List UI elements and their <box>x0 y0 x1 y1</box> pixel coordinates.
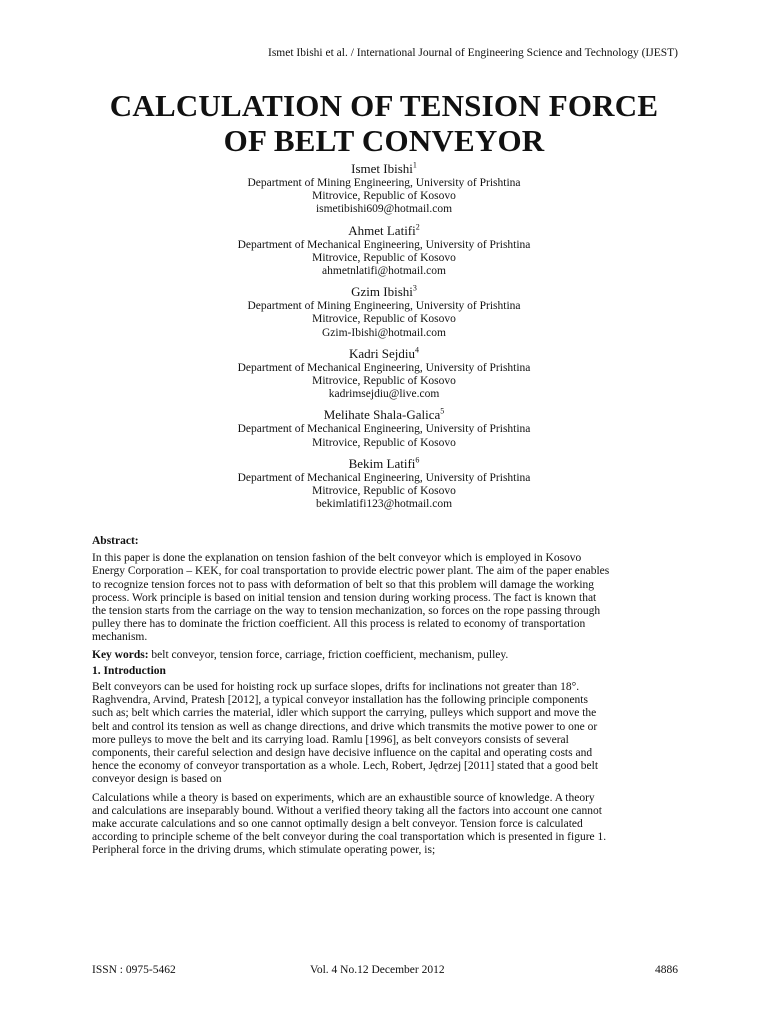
abstract-line: pulley there has to dominate the friction coefficient. All this process is related to economy of transportation <box>92 618 586 631</box>
keywords-text: belt conveyor, tension force, carriage, friction coefficient, mechanism, pulley. <box>148 648 509 661</box>
intro-line: conveyor design is based on <box>92 773 222 786</box>
intro-line: Raghvendra, Arvind, Pratesh [2012], a typical conveyor installation has the following principle components <box>92 694 588 707</box>
author-email: Gzim-Ibishi@hotmail.com <box>322 326 446 339</box>
author-name: Kadri Sejdiu$^4$ <box>348 345 420 361</box>
intro-line: make accurate calculations and so one cannot optimally design a belt conveyor. Tension force is calculated <box>92 818 583 831</box>
author-block <box>0 222 768 279</box>
author-email: kadrimsejdiu@live.com <box>328 388 440 401</box>
intro-line: more pulleys to move the belt and its carrying load. Ramlu [1996], as belt conveyors consists of several <box>92 733 569 746</box>
intro-line: hence the economy of conveyor transportation as a whole. Lech, Robert, Jędrzej [2011] stated that a good belt <box>92 760 599 773</box>
author-name: Ahmet Latifi$^2$ <box>348 222 420 238</box>
intro-line: such as; belt which carries the material, idler which support the carrying, pulleys which support and move the <box>92 707 597 720</box>
abstract-line: the tension starts from the carriage on the way to tension mechanization, so forces on the rope passing through <box>92 605 601 618</box>
author-name: Melihate Shala-Galica$^5$ <box>323 407 445 423</box>
author-block <box>0 283 768 340</box>
author-location: Mitrovice, Republic of Kosovo <box>312 436 456 449</box>
abstract-line: mechanism. <box>92 631 148 644</box>
running-header: Ismet Ibishi et al. / International Journal of Engineering Science and Technology (IJEST) <box>268 47 678 59</box>
keywords <box>92 649 678 662</box>
abstract-line: In this paper is done the explanation on tension fashion of the belt conveyor which is employed in Kosovo <box>92 552 582 565</box>
title-line-1: CALCULATION OF TENSION FORCE <box>109 88 659 123</box>
author-location: Mitrovice, Republic of Kosovo <box>312 190 456 203</box>
intro-line: Calculations while a theory is based on experiments, which are an exhaustible source of knowledge. A theory <box>92 791 595 804</box>
abstract-line: Energy Corporation – KEK, for coal transportation to provide electric power plant. The aim of the paper enables <box>92 565 610 578</box>
author-list <box>0 160 768 516</box>
author-location: Mitrovice, Republic of Kosovo <box>312 485 456 498</box>
author-department: Department of Mining Engineering, University of Prishtina <box>247 177 521 189</box>
intro-line: Peripheral force in the driving drums, which stimulate operating power, is; <box>92 844 436 857</box>
footer-page-number: 4886 <box>655 964 678 976</box>
intro-line: components, their careful selection and design have decisive influence on the capital and operating costs and <box>92 747 593 760</box>
intro-line: and calculations are inseparably bound. Without a verified theory taking all the factors into account one cannot <box>92 804 602 817</box>
footer-volume: Vol. 4 No.12 December 2012 <box>310 964 445 976</box>
abstract-heading: Abstract: <box>92 535 139 547</box>
author-email: ismetibishi609@hotmail.com <box>315 203 453 216</box>
author-name: Ismet Ibishi$^1$ <box>351 160 417 176</box>
introduction-paragraph <box>92 792 678 858</box>
intro-line: belt and control its tension as well as change directions, and drive which transmits the motive power to one or <box>92 720 598 733</box>
intro-line: according to principle scheme of the belt conveyor during the coal transportation which is presented in figure 1. <box>92 831 607 844</box>
title-line-2: OF BELT CONVEYOR <box>223 123 545 158</box>
abstract-section <box>92 535 678 858</box>
abstract-line: process. Work principle is based on initial tension and tension during working process. The fact is known that <box>92 591 597 604</box>
author-location: Mitrovice, Republic of Kosovo <box>312 251 456 264</box>
author-email: bekimlatifi123@hotmail.com <box>315 498 453 511</box>
footer-issn: ISSN : 0975-5462 <box>92 964 176 976</box>
author-location: Mitrovice, Republic of Kosovo <box>312 375 456 388</box>
introduction-paragraph <box>92 681 678 787</box>
intro-line: Belt conveyors can be used for hoisting rock up surface slopes, drifts for inclinations not greater than 18°. <box>92 681 580 694</box>
introduction-heading: 1. Introduction <box>92 664 166 677</box>
abstract-line: to recognize tension forces not to pass with deformation of belt so that this problem will damage the working <box>92 578 595 591</box>
abstract-paragraph <box>92 552 678 644</box>
author-department: Department of Mechanical Engineering, University of Prishtina <box>237 361 531 374</box>
author-department: Department of Mining Engineering, University of Prishtina <box>247 300 521 313</box>
author-name: Bekim Latifi$^6$ <box>348 455 420 471</box>
author-email: ahmetnlatifi@hotmail.com <box>322 265 446 278</box>
author-block <box>0 345 768 402</box>
paper-title <box>0 88 768 158</box>
author-location: Mitrovice, Republic of Kosovo <box>312 313 456 326</box>
author-department: Department of Mechanical Engineering, University of Prishtina <box>237 471 531 484</box>
author-block <box>0 160 768 217</box>
author-block <box>0 455 768 512</box>
author-block <box>0 406 768 449</box>
author-department: Department of Mechanical Engineering, University of Prishtina <box>237 238 531 251</box>
keywords-label: Key words: <box>92 648 149 661</box>
author-name: Gzim Ibishi$^3$ <box>351 283 417 300</box>
author-department: Department of Mechanical Engineering, University of Prishtina <box>237 423 531 436</box>
